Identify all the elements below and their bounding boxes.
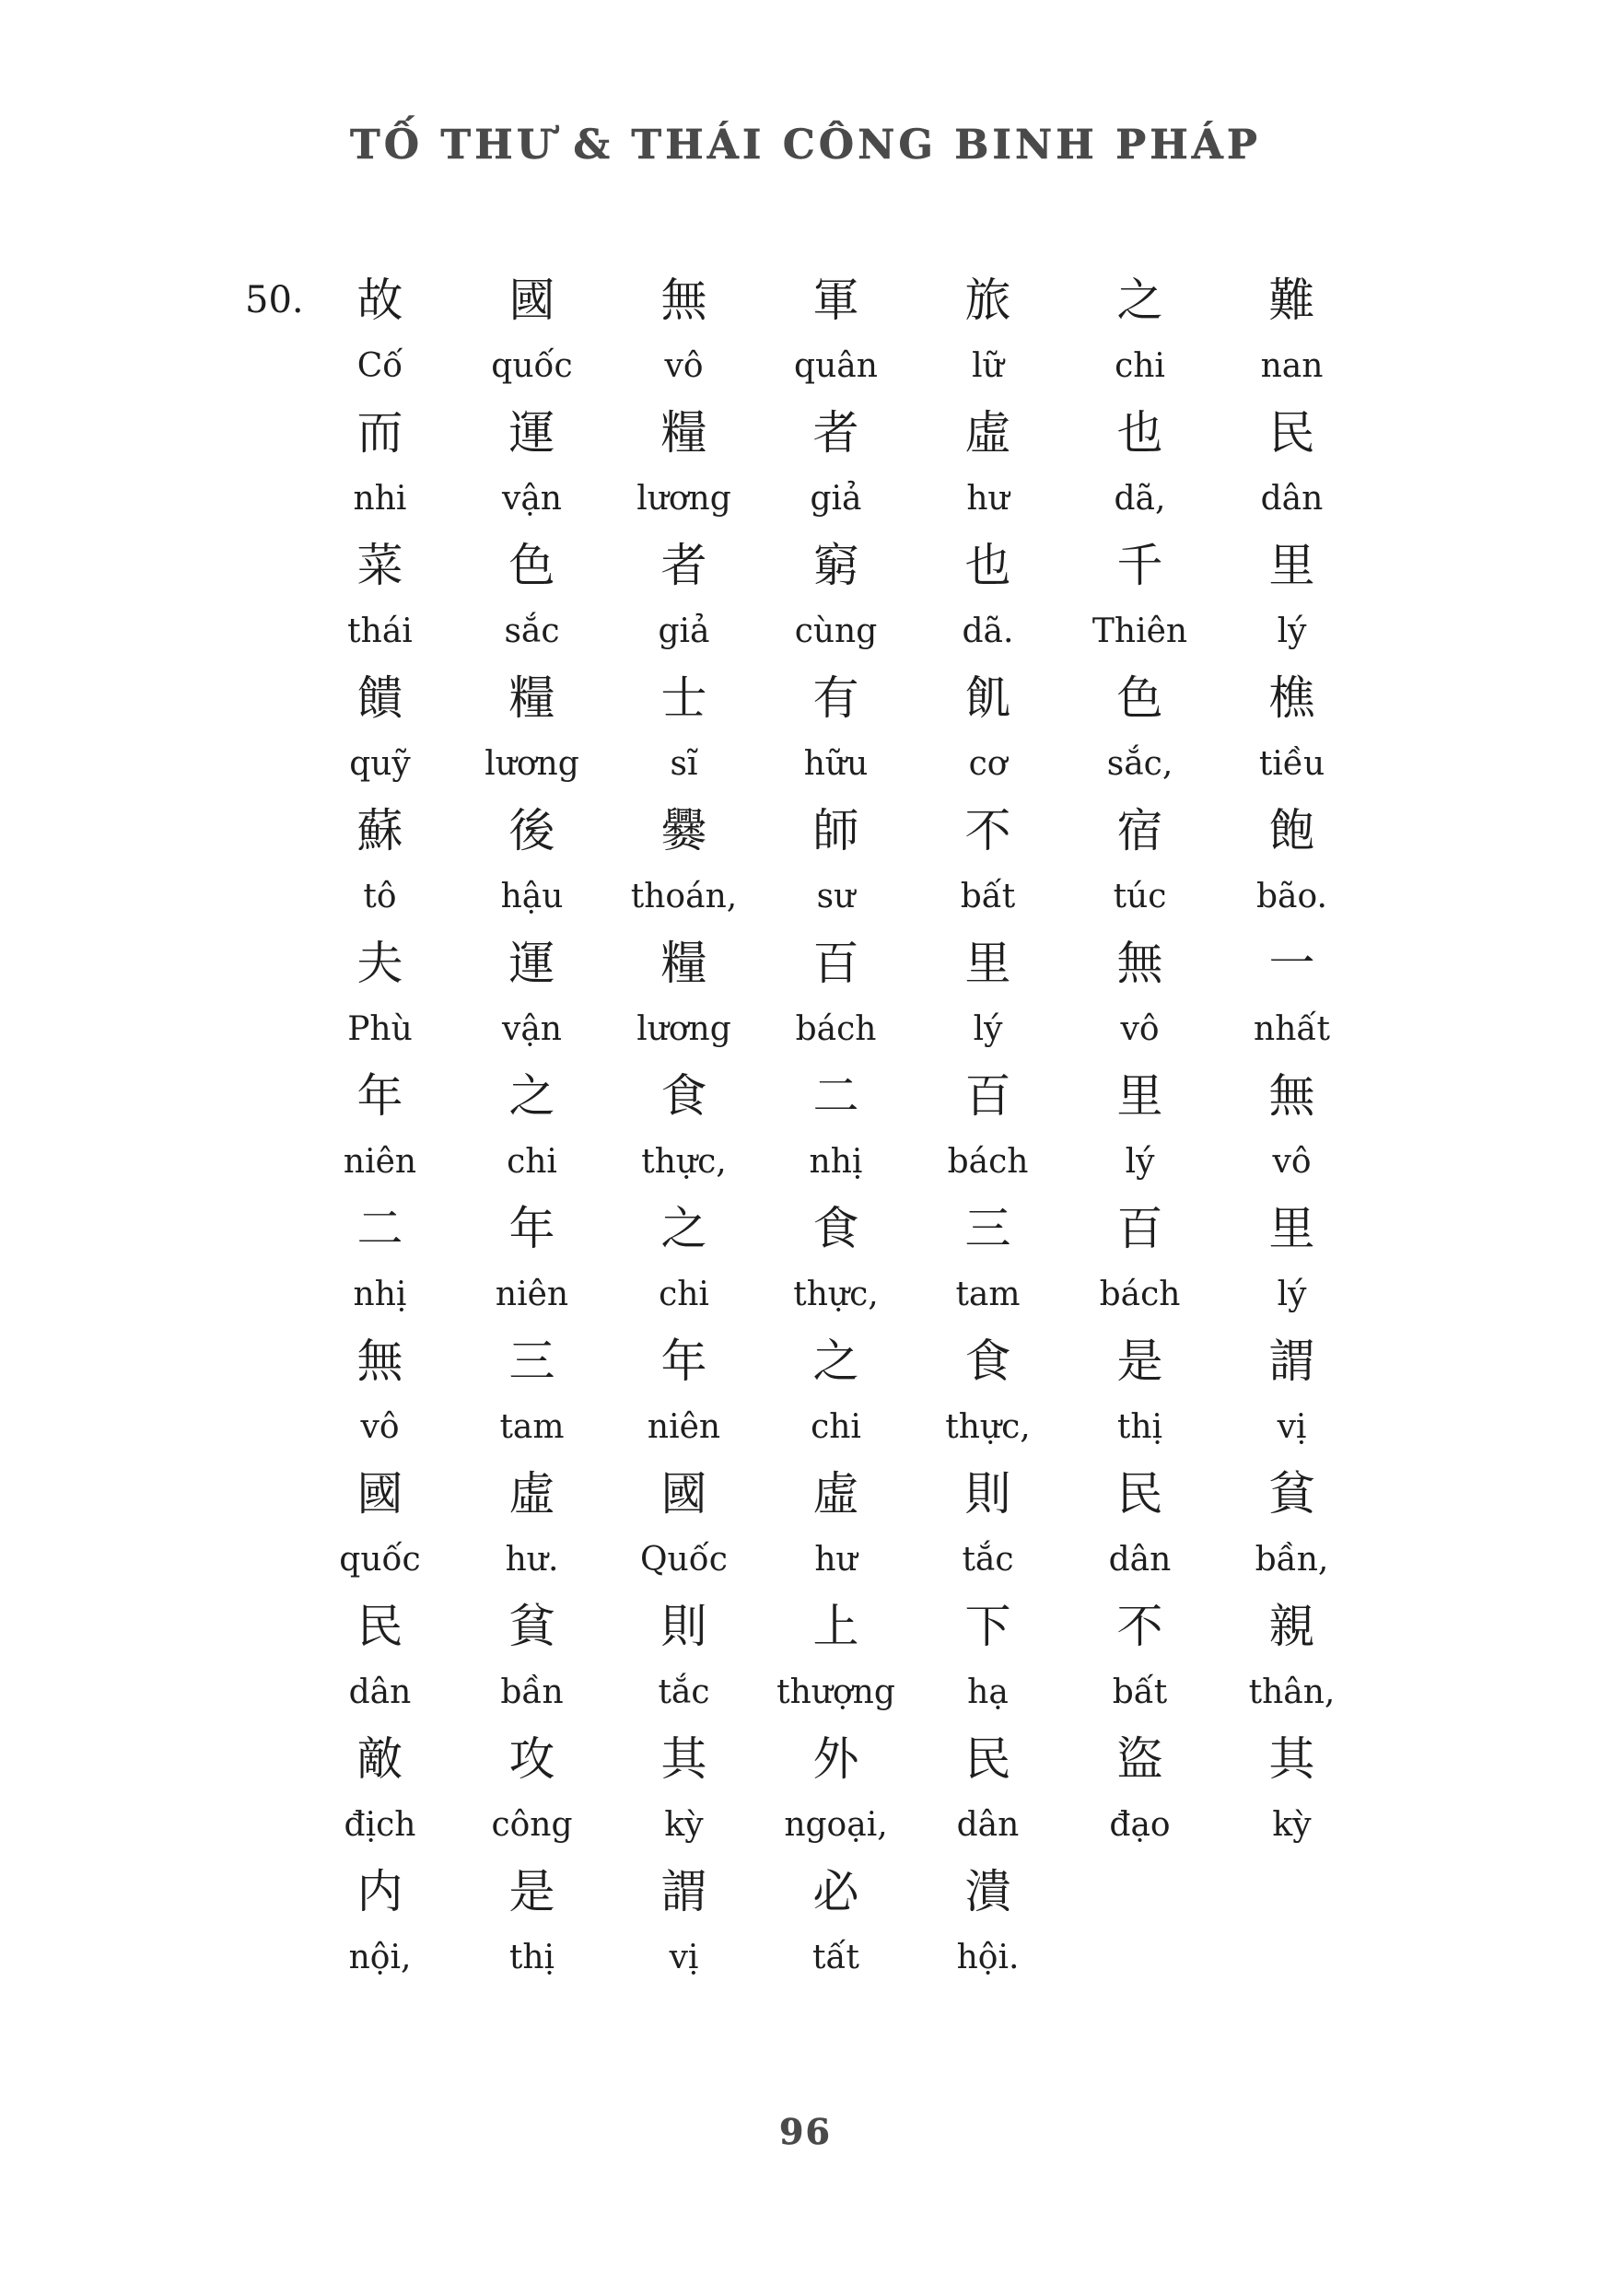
han-char: 年 (508, 1202, 555, 1255)
han-char: 其 (660, 1732, 707, 1786)
viet-row (304, 602, 1368, 661)
viet-row (304, 470, 1368, 529)
viet-syllable: kỳ (664, 1806, 704, 1844)
han-char: 宿 (1116, 804, 1163, 857)
viet-syllable: lý (1125, 1143, 1155, 1181)
viet-syllable: giả (658, 612, 710, 650)
han-char: 而 (356, 406, 403, 460)
viet-syllable: tam (955, 1276, 1021, 1313)
han-char: 不 (964, 804, 1011, 857)
viet-syllable: quân (794, 347, 878, 385)
viet-syllable: thực, (641, 1143, 727, 1181)
viet-syllable: vô (360, 1408, 400, 1446)
han-char: 運 (508, 937, 555, 990)
viet-syllable: thị (508, 1939, 555, 1976)
viet-syllable: dã, (1114, 480, 1166, 518)
han-char: 爨 (660, 804, 707, 857)
viet-syllable: Quốc (640, 1541, 728, 1579)
viet-syllable: lý (973, 1010, 1003, 1048)
viet-syllable: dã. (962, 612, 1014, 650)
han-char (1064, 1855, 1216, 1929)
viet-row (304, 1796, 1368, 1855)
han-char: 千 (1116, 539, 1163, 592)
viet-syllable: thượng (776, 1673, 895, 1711)
viet-syllable: cơ (968, 745, 1008, 783)
han-char: 之 (812, 1334, 859, 1388)
han-char: 外 (812, 1732, 859, 1786)
viet-syllable: vô (1272, 1143, 1312, 1181)
han-char: 蘇 (356, 804, 403, 857)
han-char: 無 (1116, 937, 1163, 990)
viet-row (304, 1000, 1368, 1059)
han-char: 無 (660, 274, 707, 327)
viet-syllable: lý (1277, 612, 1307, 650)
han-char: 不 (1116, 1600, 1163, 1653)
han-char (1216, 1855, 1368, 1929)
viet-syllable: bần, (1255, 1541, 1329, 1579)
han-char: 貧 (508, 1600, 555, 1653)
han-char: 夫 (356, 937, 403, 990)
han-char: 色 (1116, 671, 1163, 725)
viet-syllable (1216, 1929, 1368, 1987)
viet-syllable: bần (500, 1673, 564, 1711)
han-char: 必 (812, 1865, 859, 1918)
viet-syllable: dân (956, 1806, 1020, 1844)
viet-row (304, 1929, 1368, 1987)
han-char: 百 (964, 1069, 1011, 1123)
han-char: 里 (1268, 539, 1315, 592)
han-char: 是 (508, 1865, 555, 1918)
viet-syllable: ngoại, (784, 1806, 888, 1844)
han-char: 謂 (660, 1865, 707, 1918)
viet-row (304, 868, 1368, 927)
han-char: 虛 (508, 1467, 555, 1521)
han-char: 色 (508, 539, 555, 592)
viet-syllable: dân (1108, 1541, 1172, 1579)
viet-syllable: bất (1112, 1673, 1168, 1711)
han-char: 國 (356, 1467, 403, 1521)
han-char: 飢 (964, 671, 1011, 725)
viet-syllable: nhất (1254, 1010, 1330, 1048)
han-char: 親 (1268, 1600, 1315, 1653)
viet-syllable: bão. (1256, 878, 1327, 915)
han-char: 窮 (812, 539, 859, 592)
han-char: 食 (964, 1334, 1011, 1388)
han-char: 士 (660, 671, 707, 725)
viet-syllable: lương (636, 1010, 731, 1048)
han-char: 無 (1268, 1069, 1315, 1123)
han-char: 百 (1116, 1202, 1163, 1255)
han-row (304, 661, 1368, 735)
viet-syllable: thực, (793, 1276, 879, 1313)
viet-syllable: hội. (956, 1939, 1020, 1976)
section-number: 50. (245, 279, 304, 321)
viet-syllable: lữ (972, 347, 1004, 385)
viet-syllable: nhị (353, 1276, 407, 1313)
han-char: 之 (1116, 274, 1163, 327)
viet-syllable: tắc (962, 1541, 1014, 1579)
viet-syllable: quốc (339, 1541, 421, 1579)
han-row (304, 529, 1368, 602)
viet-row (304, 1398, 1368, 1457)
han-char: 糧 (508, 671, 555, 725)
han-char: 下 (964, 1600, 1011, 1653)
han-row (304, 396, 1368, 470)
han-char: 則 (660, 1600, 707, 1653)
han-row (304, 1590, 1368, 1663)
viet-syllable: hư. (505, 1541, 559, 1579)
viet-syllable: dân (348, 1673, 412, 1711)
viet-row (304, 1265, 1368, 1324)
han-char: 之 (660, 1202, 707, 1255)
han-char: 有 (812, 671, 859, 725)
han-char: 食 (812, 1202, 859, 1255)
han-char: 飽 (1268, 804, 1315, 857)
page-number: 96 (779, 2111, 832, 2152)
han-char: 民 (1116, 1467, 1163, 1521)
han-row (304, 1324, 1368, 1398)
viet-syllable: chi (659, 1276, 709, 1313)
viet-syllable: Cố (356, 347, 403, 385)
viet-syllable: thực, (945, 1408, 1031, 1446)
viet-syllable: vô (1120, 1010, 1160, 1048)
han-row (304, 1722, 1368, 1796)
viet-syllable: nan (1260, 347, 1324, 385)
han-char: 攻 (508, 1732, 555, 1786)
han-char: 菜 (356, 539, 403, 592)
han-char: 虛 (964, 406, 1011, 460)
han-char: 二 (356, 1202, 403, 1255)
han-char: 三 (508, 1334, 555, 1388)
han-row (304, 794, 1368, 868)
viet-syllable: quỹ (349, 745, 411, 783)
han-char: 饋 (356, 671, 403, 725)
han-char: 民 (1268, 406, 1315, 460)
han-char: 師 (812, 804, 859, 857)
viet-syllable: giả (810, 480, 862, 518)
han-char: 糧 (660, 937, 707, 990)
viet-syllable: tam (499, 1408, 565, 1446)
page-header-title: TỐ THƯ & THÁI CÔNG BINH PHÁP (349, 122, 1261, 169)
viet-row (304, 1531, 1368, 1590)
han-char: 二 (812, 1069, 859, 1123)
viet-syllable: vận (502, 1010, 562, 1048)
rows-container (304, 263, 1368, 1987)
han-char: 貧 (1268, 1467, 1315, 1521)
viet-syllable: vận (502, 480, 562, 518)
han-char: 軍 (812, 274, 859, 327)
viet-syllable: địch (344, 1806, 416, 1844)
viet-syllable: lương (484, 745, 579, 783)
viet-syllable: bách (795, 1010, 877, 1048)
viet-syllable: hư (814, 1541, 858, 1579)
han-char: 百 (812, 937, 859, 990)
han-row (304, 1192, 1368, 1265)
han-char: 里 (1268, 1202, 1315, 1255)
viet-syllable: thân, (1248, 1673, 1336, 1711)
viet-syllable: tô (363, 878, 397, 915)
viet-syllable: bất (960, 878, 1016, 915)
han-char: 則 (964, 1467, 1011, 1521)
text-block (245, 263, 1368, 1987)
han-char: 里 (964, 937, 1011, 990)
viet-syllable (1064, 1929, 1216, 1987)
han-row (304, 1457, 1368, 1531)
viet-syllable: bách (1099, 1276, 1181, 1313)
han-char: 者 (812, 406, 859, 460)
viet-syllable: tất (812, 1939, 859, 1976)
viet-syllable: nội, (348, 1939, 412, 1976)
han-char: 也 (964, 539, 1011, 592)
viet-row (304, 735, 1368, 794)
han-char: 一 (1268, 937, 1315, 990)
viet-syllable: sắc, (1106, 745, 1173, 783)
han-char: 糧 (660, 406, 707, 460)
han-char: 潰 (964, 1865, 1011, 1918)
viet-row (304, 1663, 1368, 1722)
viet-syllable: quốc (491, 347, 573, 385)
viet-syllable: cùng (794, 612, 878, 650)
han-char: 盜 (1116, 1732, 1163, 1786)
viet-syllable: nhị (809, 1143, 863, 1181)
han-char: 三 (964, 1202, 1011, 1255)
han-char: 國 (660, 1467, 707, 1521)
viet-syllable: thái (347, 612, 413, 650)
viet-row (304, 337, 1368, 396)
han-char: 者 (660, 539, 707, 592)
han-char: 旅 (964, 274, 1011, 327)
viet-syllable: niên (647, 1408, 721, 1446)
viet-syllable: kỳ (1272, 1806, 1312, 1844)
han-char: 後 (508, 804, 555, 857)
viet-syllable: sĩ (670, 745, 698, 783)
viet-syllable: dân (1260, 480, 1324, 518)
han-char: 年 (660, 1334, 707, 1388)
viet-syllable: túc (1113, 878, 1167, 915)
han-row (304, 927, 1368, 1000)
han-char: 樵 (1268, 671, 1315, 725)
viet-syllable: tiều (1258, 745, 1325, 783)
han-row (304, 263, 1368, 337)
viet-syllable: niên (343, 1143, 417, 1181)
viet-syllable: Thiên (1092, 612, 1188, 650)
viet-syllable: lương (636, 480, 731, 518)
han-char: 其 (1268, 1732, 1315, 1786)
viet-syllable: sắc (504, 612, 560, 650)
han-char: 無 (356, 1334, 403, 1388)
han-char: 之 (508, 1069, 555, 1123)
han-char: 民 (964, 1732, 1011, 1786)
viet-syllable: bách (947, 1143, 1029, 1181)
han-char: 虛 (812, 1467, 859, 1521)
han-row (304, 1855, 1368, 1929)
viet-syllable: thị (1116, 1408, 1163, 1446)
viet-syllable: hạ (967, 1673, 1009, 1711)
viet-syllable: đạo (1109, 1806, 1171, 1844)
viet-row (304, 1133, 1368, 1192)
han-row (304, 1059, 1368, 1133)
han-char: 是 (1116, 1334, 1163, 1388)
viet-syllable: tắc (658, 1673, 710, 1711)
viet-syllable: vị (669, 1939, 699, 1976)
han-char: 難 (1268, 274, 1315, 327)
viet-syllable: hữu (803, 745, 869, 783)
viet-syllable: thoán, (630, 878, 738, 915)
viet-syllable: chi (811, 1408, 861, 1446)
viet-syllable: nhi (353, 480, 407, 518)
viet-syllable: vô (664, 347, 704, 385)
viet-syllable: Phù (347, 1010, 413, 1048)
han-char: 運 (508, 406, 555, 460)
han-char: 故 (356, 274, 403, 327)
viet-syllable: hư (966, 480, 1010, 518)
han-char: 也 (1116, 406, 1163, 460)
viet-syllable: chi (1115, 347, 1165, 385)
viet-syllable: hậu (500, 878, 564, 915)
viet-syllable: niên (495, 1276, 569, 1313)
viet-syllable: sư (816, 878, 856, 915)
han-char: 敵 (356, 1732, 403, 1786)
han-char: 謂 (1268, 1334, 1315, 1388)
han-char: 里 (1116, 1069, 1163, 1123)
han-char: 年 (356, 1069, 403, 1123)
viet-syllable: công (491, 1806, 573, 1844)
han-char: 國 (508, 274, 555, 327)
viet-syllable: chi (507, 1143, 557, 1181)
viet-syllable: lý (1277, 1276, 1307, 1313)
han-char: 民 (356, 1600, 403, 1653)
viet-syllable: vị (1277, 1408, 1307, 1446)
han-char: 食 (660, 1069, 707, 1123)
han-char: 内 (356, 1865, 403, 1918)
han-char: 上 (812, 1600, 859, 1653)
